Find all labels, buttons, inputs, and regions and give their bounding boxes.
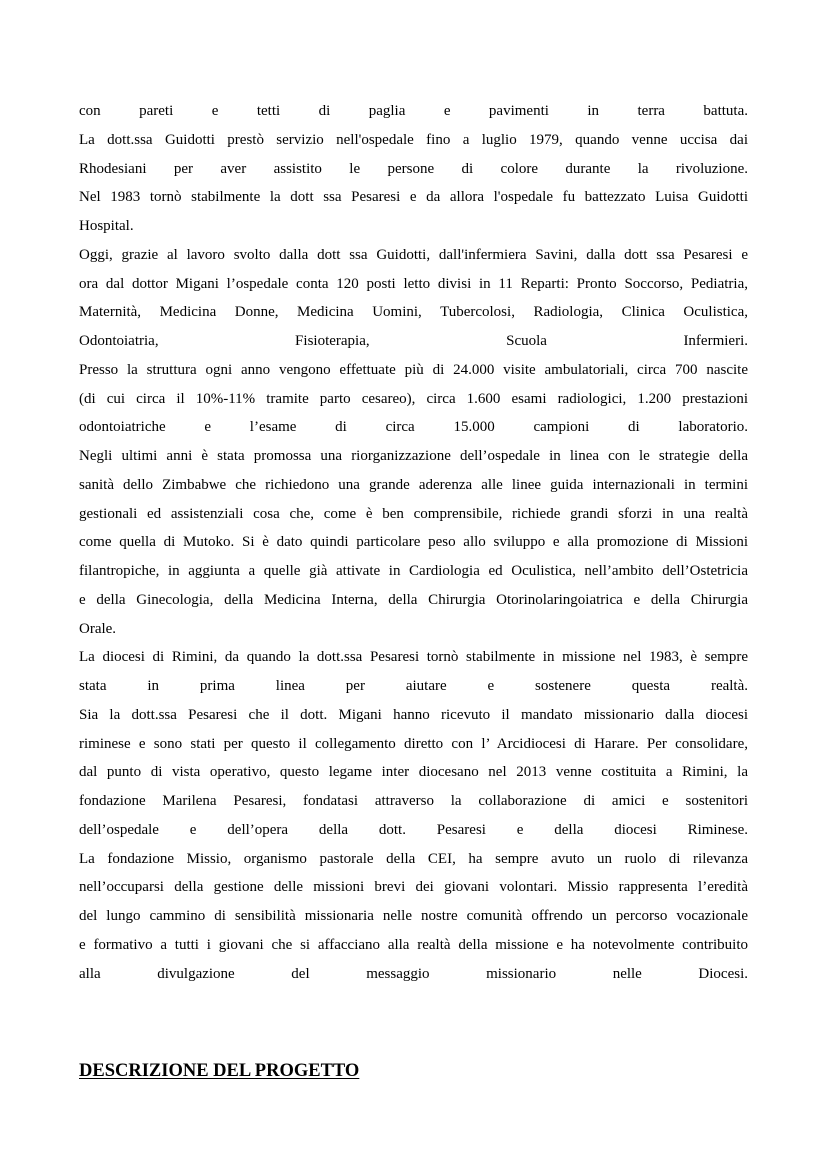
text-line: dell’ospedale e dell’opera della dott. Pesaresi e della diocesi Riminese. [79, 821, 748, 838]
text-line: odontoiatriche e l’esame di circa 15.000 campioni di laboratorio. [79, 419, 748, 436]
text-line: Nel 1983 tornò stabilmente la dott ssa Pesaresi e da allora l'ospedale fu battezzato Luisa Guidotti [79, 189, 748, 206]
text-line: sanità dello Zimbabwe che richiedono una grande aderenza alle linee guida internazionali in termini [79, 476, 748, 493]
text-line: filantropiche, in aggiunta a quelle già attivate in Cardiologia ed Oculistica, nell’ambito dell’Ostetricia [79, 563, 748, 579]
text-line: e formativo a tutti i giovani che si affacciano alla realtà della missione e ha notevolmente contribuito [79, 936, 748, 953]
text-line: nell’occuparsi della gestione delle missioni brevi dei giovani volontari. Missio rappresenta l’eredità [79, 879, 748, 896]
text-line: ora dal dottor Migani l’ospedale conta 120 posti letto divisi in 11 Reparti: Pronto Soccorso, Pediatria, [79, 275, 748, 292]
text-line: Negli ultimi anni è stata promossa una riorganizzazione dell’ospedale in linea con le strategie della [79, 448, 748, 464]
text-line: Odontoiatria, Fisioterapia, Scuola Infermieri. [79, 333, 748, 349]
text-line: Orale. [79, 620, 117, 637]
text-line: con pareti e tetti di paglia e pavimenti in terra battuta. [79, 103, 748, 119]
text-line: fondazione Marilena Pesaresi, fondatasi attraverso la collaborazione di amici e sostenitori [79, 793, 748, 809]
text-line: del lungo cammino di sensibilità missionaria nelle nostre comunità offrendo un percorso vocazionale [79, 908, 748, 924]
text-line: stata in prima linea per aiutare e sostenere questa realtà. [79, 678, 748, 694]
text-line: alla divulgazione del messaggio missionario nelle Diocesi. [79, 965, 748, 982]
text-line: e della Ginecologia, della Medicina Interna, della Chirurgia Otorinolaringoiatrica e della Chirurgia [79, 591, 748, 608]
text-line: Maternità, Medicina Donne, Medicina Uomini, Tubercolosi, Radiologia, Clinica Oculistica, [79, 304, 748, 321]
section-heading: DESCRIZIONE DEL PROGETTO [79, 1061, 360, 1081]
text-line: gestionali ed assistenziali cosa che, come è ben comprensibile, richiede grandi sforzi in una realtà [79, 505, 748, 522]
text-line: La diocesi di Rimini, da quando la dott.ssa Pesaresi tornò stabilmente in missione nel 1983, è sempre [79, 649, 748, 666]
text-line: Oggi, grazie al lavoro svolto dalla dott ssa Guidotti, dall'infermiera Savini, dalla dott ssa Pesaresi e [79, 246, 748, 263]
text-line: Hospital. [79, 218, 134, 234]
text-line: La fondazione Missio, organismo pastorale della CEI, ha sempre avuto un ruolo di rilevanza [79, 850, 748, 867]
text-line: Presso la struttura ogni anno vengono effettuate più di 24.000 visite ambulatoriali, circa 700 nascite [79, 361, 748, 378]
text-line: La dott.ssa Guidotti prestò servizio nell'ospedale fino a luglio 1979, quando venne uccisa dai [79, 131, 748, 148]
text-line: riminese e sono stati per questo il collegamento diretto con l’ Arcidiocesi di Harare. Per consolidare, [79, 735, 748, 752]
text-line: dal punto di vista operativo, questo legame inter diocesano nel 2013 venne costituita a Rimini, la [79, 764, 748, 781]
body-text [79, 97, 748, 988]
text-line: Sia la dott.ssa Pesaresi che il dott. Migani hanno ricevuto il mandato missionario dalla diocesi [79, 706, 748, 723]
text-line: Rhodesiani per aver assistito le persone di colore durante la rivoluzione. [79, 160, 748, 177]
text-line: (di cui circa il 10%-11% tramite parto cesareo), circa 1.600 esami radiologici, 1.200 prestazioni [79, 390, 748, 407]
text-line: come quella di Mutoko. Si è dato quindi particolare peso allo sviluppo e alla promozione di Missioni [79, 534, 748, 551]
